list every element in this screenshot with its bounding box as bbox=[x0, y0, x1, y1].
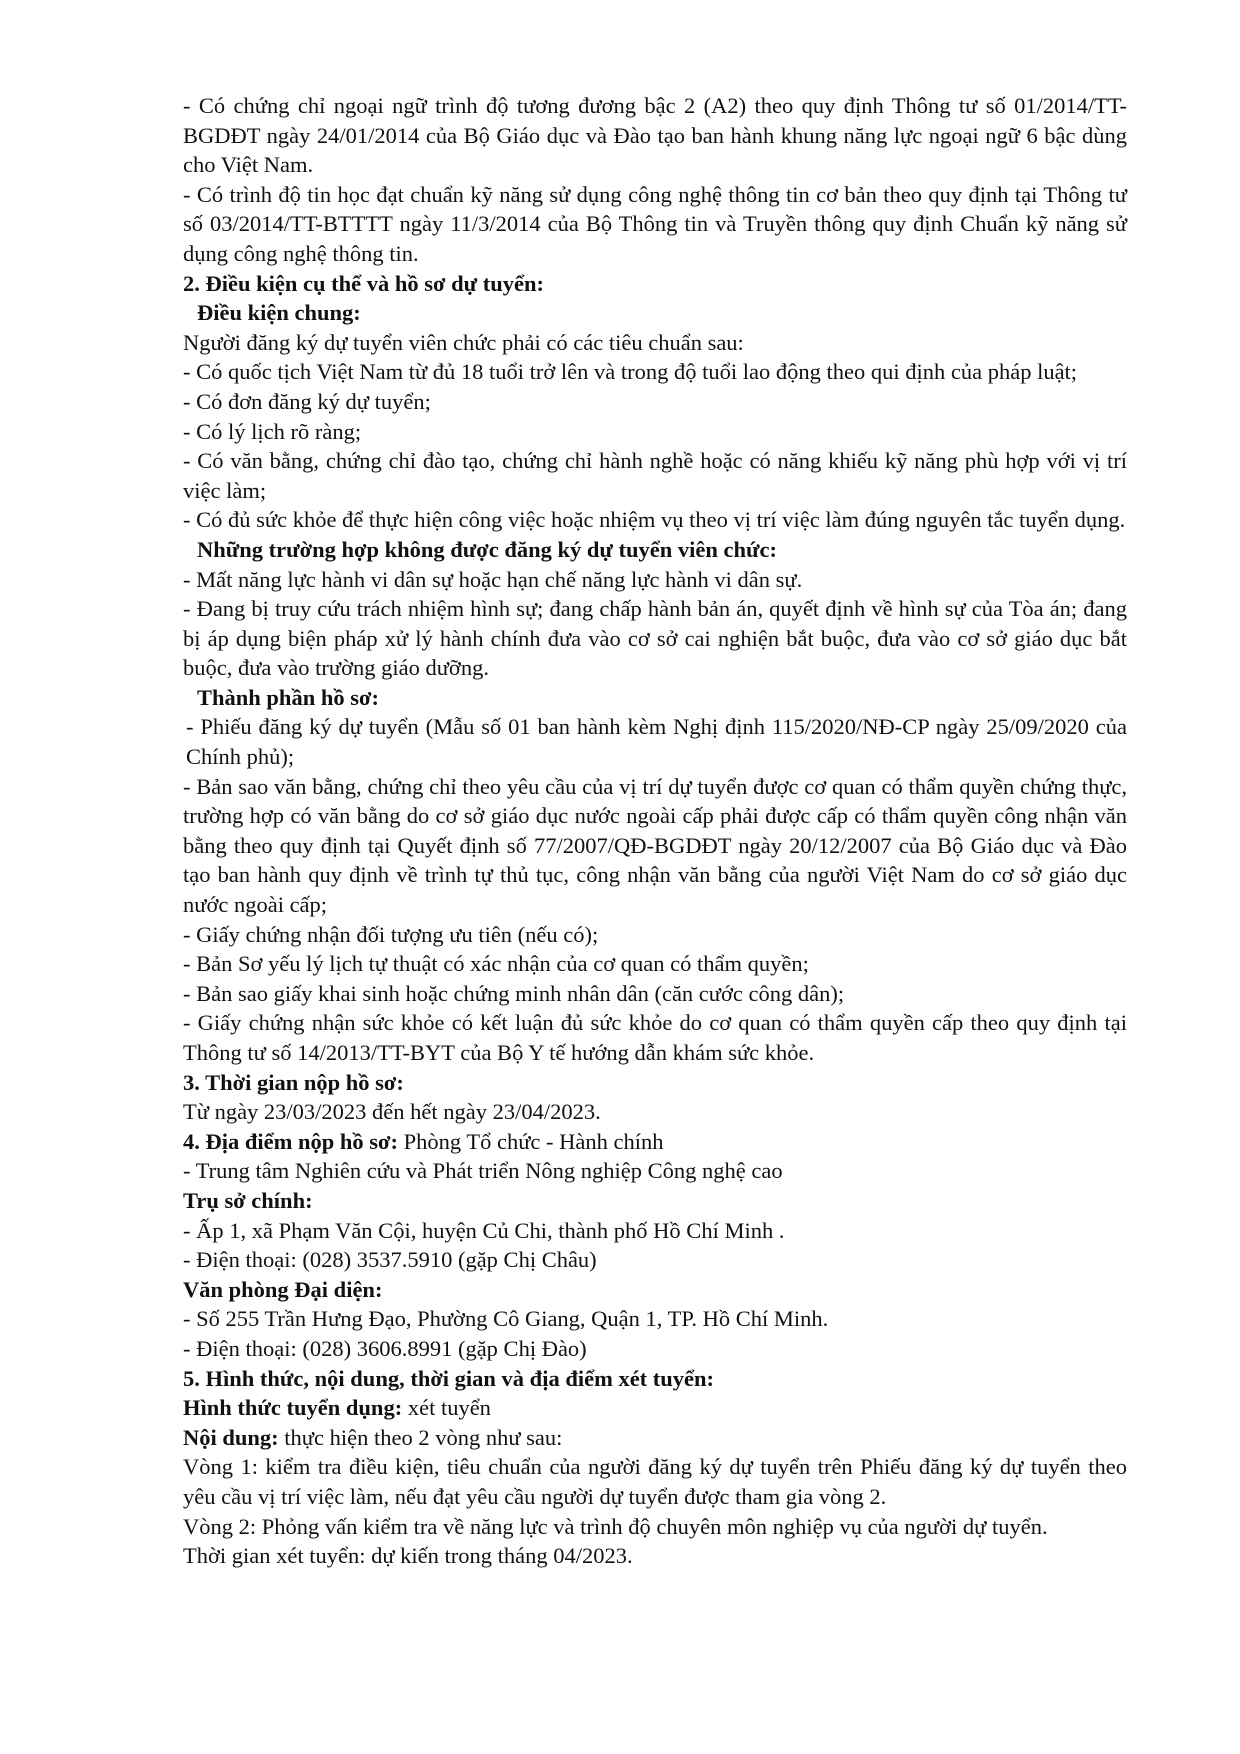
recruitment-form-value: xét tuyển bbox=[402, 1395, 491, 1421]
representative-office-address: - Số 255 Trần Hưng Đạo, Phường Cô Giang, Quận 1, TP. Hồ Chí Minh. bbox=[183, 1306, 829, 1332]
organization-name: - Trung tâm Nghiên cứu và Phát triển Nông nghiệp Công nghệ cao bbox=[183, 1158, 783, 1184]
section-3-heading: 3. Thời gian nộp hồ sơ: bbox=[183, 1069, 404, 1095]
general-condition-item: - Có văn bằng, chứng chỉ đào tạo, chứng chỉ hành nghề hoặc có năng khiếu kỹ năng phù hợp với vị trí việc làm; bbox=[183, 448, 1127, 503]
dossier-item: - Bản sao giấy khai sinh hoặc chứng minh nhân dân (căn cước công dân); bbox=[183, 980, 845, 1006]
requirement-foreign-language: - Có chứng chỉ ngoại ngữ trình độ tương đương bậc 2 (A2) theo quy định Thông tư số 01/2014/TT-BGDĐT ngày 24/01/2014 của Bộ Giáo dục và Đào tạo ban hành khung năng lực ngoại ngữ 6 bậc dùng cho Việt Nam. bbox=[183, 93, 1127, 178]
headquarters-phone: - Điện thoại: (028) 3537.5910 (gặp Chị Châu) bbox=[183, 1247, 597, 1273]
dossier-item: - Giấy chứng nhận sức khỏe có kết luận đủ sức khỏe do cơ quan có thẩm quyền cấp theo quy định tại Thông tư số 14/2013/TT-BYT của Bộ Y tế hướng dẫn khám sức khỏe. bbox=[183, 1010, 1127, 1065]
recruitment-form-label: Hình thức tuyển dụng: bbox=[183, 1395, 403, 1421]
dossier-item: - Phiếu đăng ký dự tuyển (Mẫu số 01 ban hành kèm Nghị định 115/2020/NĐ-CP ngày 25/09/2020 của Chính phủ); bbox=[186, 714, 1127, 770]
general-condition-item: - Có đơn đăng ký dự tuyển; bbox=[183, 388, 431, 414]
round-2: Vòng 2: Phỏng vấn kiểm tra về năng lực và trình độ chuyên môn nghiệp vụ của người dự tuyển. bbox=[183, 1513, 1048, 1539]
headquarters-heading: Trụ sở chính: bbox=[183, 1187, 313, 1213]
representative-office-heading: Văn phòng Đại diện: bbox=[183, 1276, 383, 1302]
general-conditions-heading: Điều kiện chung: bbox=[197, 300, 361, 326]
dossier-heading: Thành phần hồ sơ: bbox=[197, 684, 379, 710]
requirement-it-skills: - Có trình độ tin học đạt chuẩn kỹ năng sử dụng công nghệ thông tin cơ bản theo quy định tại Thông tư số 03/2014/TT-BTTTT ngày 11/3/2014 của Bộ Thông tin và Truyền thông quy định Chuẩn kỹ năng sử dụng công nghệ thông tin. bbox=[183, 181, 1127, 266]
general-condition-item: - Có quốc tịch Việt Nam từ đủ 18 tuổi trở lên và trong độ tuổi lao động theo qui định của pháp luật; bbox=[183, 359, 1078, 385]
section-4-location: Phòng Tổ chức - Hành chính bbox=[398, 1128, 664, 1154]
section-2-heading: 2. Điều kiện cụ thể và hồ sơ dự tuyển: bbox=[183, 270, 544, 296]
round-1: Vòng 1: kiểm tra điều kiện, tiêu chuẩn của người đăng ký dự tuyển trên Phiếu đăng ký dự tuyển theo yêu cầu vị trí việc làm, nếu đạt yêu cầu người dự tuyển được tham gia vòng 2. bbox=[183, 1454, 1127, 1509]
content-value: thực hiện theo 2 vòng như sau: bbox=[278, 1424, 563, 1450]
content-label: Nội dung: bbox=[183, 1424, 279, 1450]
headquarters-address: - Ấp 1, xã Phạm Văn Cội, huyện Củ Chi, thành phố Hồ Chí Minh . bbox=[183, 1217, 785, 1243]
recruitment-form-line bbox=[183, 1393, 1127, 1423]
dossier-item: - Bản Sơ yếu lý lịch tự thuật có xác nhận của cơ quan có thẩm quyền; bbox=[183, 951, 809, 977]
general-condition-item: - Có đủ sức khỏe để thực hiện công việc hoặc nhiệm vụ theo vị trí việc làm đúng nguyên tắc tuyển dụng. bbox=[183, 507, 1126, 533]
excluded-cases-heading: Những trường hợp không được đăng ký dự tuyển viên chức: bbox=[197, 536, 778, 562]
excluded-case-item: - Mất năng lực hành vi dân sự hoặc hạn chế năng lực hành vi dân sự. bbox=[183, 566, 803, 592]
dossier-item: - Giấy chứng nhận đối tượng ưu tiên (nếu có); bbox=[183, 921, 599, 947]
general-condition-item: - Có lý lịch rõ ràng; bbox=[183, 418, 362, 444]
section-4-heading: 4. Địa điểm nộp hồ sơ: bbox=[183, 1128, 398, 1154]
excluded-case-item: - Đang bị truy cứu trách nhiệm hình sự; đang chấp hành bản án, quyết định về hình sự của Tòa án; đang bị áp dụng biện pháp xử lý hành chính đưa vào cơ sở cai nghiện bắt buộc, đưa vào cơ sở giáo dục bắt buộc, đưa vào trường giáo dưỡng. bbox=[183, 596, 1127, 681]
general-conditions-intro: Người đăng ký dự tuyển viên chức phải có các tiêu chuẩn sau: bbox=[183, 329, 744, 355]
selection-time: Thời gian xét tuyển: dự kiến trong tháng 04/2023. bbox=[183, 1543, 633, 1569]
document-page bbox=[183, 91, 1127, 1571]
section-4-heading-line bbox=[183, 1127, 1127, 1157]
dossier-item: - Bản sao văn bằng, chứng chỉ theo yêu cầu của vị trí dự tuyển được cơ quan có thẩm quyền chứng thực, trường hợp có văn bằng do cơ sở giáo dục nước ngoài cấp phải được cấp có thẩm quyền công nhận văn bằng theo quy định tại Quyết định số 77/2007/QĐ-BGDĐT ngày 20/12/2007 của Bộ Giáo dục và Đào tạo ban hành quy định về trình tự thủ tục, công nhận văn bằng của người Việt Nam do cơ sở giáo dục nước ngoài cấp; bbox=[183, 773, 1127, 918]
submission-period: Từ ngày 23/03/2023 đến hết ngày 23/04/2023. bbox=[183, 1099, 601, 1125]
representative-office-phone: - Điện thoại: (028) 3606.8991 (gặp Chị Đào) bbox=[183, 1335, 587, 1361]
content-line bbox=[183, 1423, 1127, 1453]
section-5-heading: 5. Hình thức, nội dung, thời gian và địa điểm xét tuyển: bbox=[183, 1365, 715, 1391]
